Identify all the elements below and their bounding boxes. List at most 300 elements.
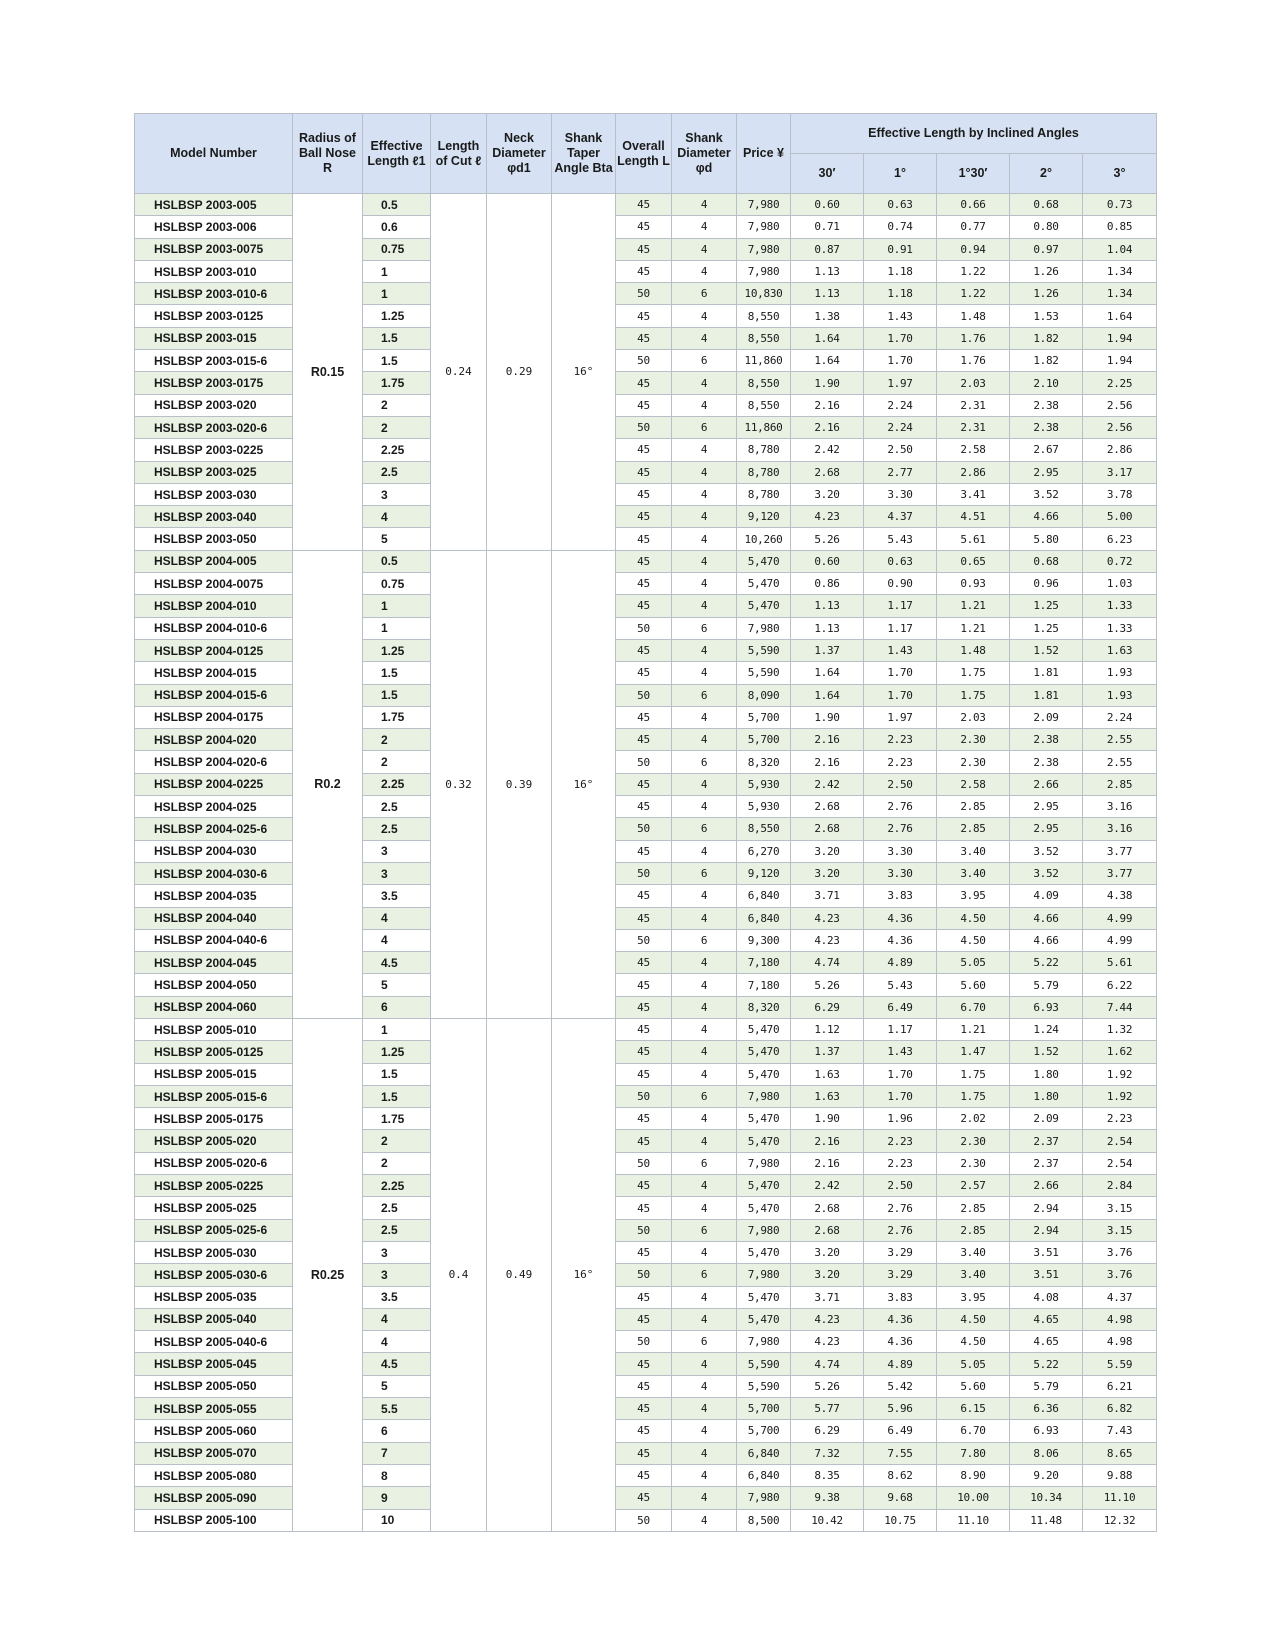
cell-model-number: HSLBSP 2004-035 xyxy=(135,885,293,907)
cell-angle-2deg: 5.22 xyxy=(1010,1353,1083,1375)
cell-effective-length: 1 xyxy=(363,595,431,617)
cell-angle-2deg: 3.52 xyxy=(1010,483,1083,505)
header-angle-3deg: 3° xyxy=(1083,154,1157,194)
cell-angle-1deg30: 1.75 xyxy=(937,1063,1010,1085)
cell-model-number: HSLBSP 2003-005 xyxy=(135,194,293,216)
cell-shank-diameter: 4 xyxy=(672,394,737,416)
table-row xyxy=(135,840,1157,862)
cell-overall-length: 50 xyxy=(616,350,672,372)
cell-overall-length: 45 xyxy=(616,1487,672,1509)
cell-price: 8,780 xyxy=(737,461,791,483)
cell-shank-diameter: 6 xyxy=(672,1219,737,1241)
cell-angle-3deg: 0.85 xyxy=(1083,216,1157,238)
cell-model-number: HSLBSP 2004-020-6 xyxy=(135,751,293,773)
cell-effective-length: 1.5 xyxy=(363,1085,431,1107)
cell-angle-2deg: 0.68 xyxy=(1010,194,1083,216)
cell-overall-length: 45 xyxy=(616,662,672,684)
cell-effective-length: 4 xyxy=(363,929,431,951)
cell-shank-diameter: 6 xyxy=(672,617,737,639)
cell-angle-1deg: 4.37 xyxy=(864,506,937,528)
cell-overall-length: 45 xyxy=(616,1108,672,1130)
table-row xyxy=(135,416,1157,438)
cell-model-number: HSLBSP 2005-040-6 xyxy=(135,1331,293,1353)
cell-length-of-cut: 0.4 xyxy=(431,1018,487,1531)
table-row xyxy=(135,461,1157,483)
cell-shank-diameter: 4 xyxy=(672,327,737,349)
cell-price: 9,120 xyxy=(737,862,791,884)
cell-angle-1deg: 2.24 xyxy=(864,394,937,416)
cell-overall-length: 45 xyxy=(616,1398,672,1420)
cell-angle-30min: 3.20 xyxy=(791,1264,864,1286)
cell-angle-3deg: 3.17 xyxy=(1083,461,1157,483)
table-row xyxy=(135,796,1157,818)
cell-angle-1deg30: 2.85 xyxy=(937,796,1010,818)
cell-angle-3deg: 1.64 xyxy=(1083,305,1157,327)
cell-angle-2deg: 2.09 xyxy=(1010,706,1083,728)
cell-angle-1deg: 1.70 xyxy=(864,350,937,372)
cell-shank-diameter: 6 xyxy=(672,929,737,951)
cell-angle-30min: 1.13 xyxy=(791,260,864,282)
cell-angle-2deg: 0.97 xyxy=(1010,238,1083,260)
header-angle-2deg: 2° xyxy=(1010,154,1083,194)
cell-model-number: HSLBSP 2005-0125 xyxy=(135,1041,293,1063)
table-row xyxy=(135,684,1157,706)
table-row xyxy=(135,283,1157,305)
cell-angle-1deg: 1.43 xyxy=(864,305,937,327)
cell-overall-length: 50 xyxy=(616,617,672,639)
cell-effective-length: 2.5 xyxy=(363,818,431,840)
header-price: Price ¥ xyxy=(737,114,791,194)
cell-price: 5,470 xyxy=(737,1108,791,1130)
cell-model-number: HSLBSP 2003-0225 xyxy=(135,439,293,461)
cell-shank-diameter: 4 xyxy=(672,662,737,684)
cell-angle-3deg: 1.03 xyxy=(1083,573,1157,595)
cell-effective-length: 2 xyxy=(363,729,431,751)
cell-angle-3deg: 4.98 xyxy=(1083,1331,1157,1353)
cell-angle-2deg: 4.65 xyxy=(1010,1331,1083,1353)
cell-angle-2deg: 5.79 xyxy=(1010,974,1083,996)
cell-effective-length: 2.5 xyxy=(363,461,431,483)
cell-angle-30min: 2.16 xyxy=(791,1152,864,1174)
cell-price: 5,470 xyxy=(737,1175,791,1197)
cell-shank-diameter: 4 xyxy=(672,194,737,216)
cell-angle-3deg: 0.73 xyxy=(1083,194,1157,216)
cell-angle-3deg: 12.32 xyxy=(1083,1509,1157,1531)
cell-angle-30min: 1.12 xyxy=(791,1018,864,1040)
cell-angle-3deg: 3.78 xyxy=(1083,483,1157,505)
cell-overall-length: 45 xyxy=(616,394,672,416)
table-row xyxy=(135,216,1157,238)
table-row xyxy=(135,907,1157,929)
cell-angle-2deg: 1.82 xyxy=(1010,350,1083,372)
table-row xyxy=(135,773,1157,795)
table-row xyxy=(135,751,1157,773)
cell-angle-3deg: 4.37 xyxy=(1083,1286,1157,1308)
cell-angle-1deg30: 1.21 xyxy=(937,617,1010,639)
cell-angle-3deg: 3.76 xyxy=(1083,1264,1157,1286)
table-row xyxy=(135,1308,1157,1330)
cell-angle-3deg: 6.23 xyxy=(1083,528,1157,550)
cell-price: 11,860 xyxy=(737,416,791,438)
cell-price: 8,320 xyxy=(737,996,791,1018)
cell-model-number: HSLBSP 2003-015 xyxy=(135,327,293,349)
cell-angle-1deg30: 2.30 xyxy=(937,1130,1010,1152)
cell-shank-diameter: 4 xyxy=(672,528,737,550)
cell-effective-length: 4 xyxy=(363,907,431,929)
cell-model-number: HSLBSP 2003-015-6 xyxy=(135,350,293,372)
cell-angle-30min: 1.64 xyxy=(791,350,864,372)
cell-model-number: HSLBSP 2004-020 xyxy=(135,729,293,751)
table-row xyxy=(135,573,1157,595)
cell-shank-diameter: 6 xyxy=(672,751,737,773)
cell-angle-2deg: 1.25 xyxy=(1010,595,1083,617)
cell-overall-length: 45 xyxy=(616,1420,672,1442)
table-row xyxy=(135,238,1157,260)
cell-angle-3deg: 2.23 xyxy=(1083,1108,1157,1130)
cell-price: 10,830 xyxy=(737,283,791,305)
cell-radius: R0.15 xyxy=(293,194,363,551)
cell-angle-30min: 5.77 xyxy=(791,1398,864,1420)
cell-angle-30min: 4.23 xyxy=(791,506,864,528)
cell-shank-diameter: 4 xyxy=(672,372,737,394)
cell-price: 7,980 xyxy=(737,1219,791,1241)
cell-effective-length: 2 xyxy=(363,416,431,438)
cell-overall-length: 50 xyxy=(616,684,672,706)
cell-price: 7,980 xyxy=(737,194,791,216)
cell-angle-1deg: 2.76 xyxy=(864,818,937,840)
cell-model-number: HSLBSP 2005-010 xyxy=(135,1018,293,1040)
cell-angle-1deg: 2.50 xyxy=(864,773,937,795)
cell-angle-30min: 4.74 xyxy=(791,1353,864,1375)
cell-angle-30min: 1.38 xyxy=(791,305,864,327)
cell-angle-3deg: 4.99 xyxy=(1083,907,1157,929)
cell-angle-1deg30: 1.75 xyxy=(937,662,1010,684)
cell-angle-1deg: 1.70 xyxy=(864,662,937,684)
cell-model-number: HSLBSP 2004-005 xyxy=(135,550,293,572)
cell-angle-1deg30: 2.85 xyxy=(937,1219,1010,1241)
table-row xyxy=(135,1509,1157,1531)
cell-angle-1deg: 2.76 xyxy=(864,796,937,818)
cell-angle-2deg: 8.06 xyxy=(1010,1442,1083,1464)
cell-angle-1deg30: 3.40 xyxy=(937,1241,1010,1263)
cell-shank-diameter: 6 xyxy=(672,1152,737,1174)
cell-angle-2deg: 4.09 xyxy=(1010,885,1083,907)
cell-angle-1deg: 0.63 xyxy=(864,194,937,216)
table-row xyxy=(135,1219,1157,1241)
cell-angle-1deg30: 6.15 xyxy=(937,1398,1010,1420)
cell-model-number: HSLBSP 2004-015-6 xyxy=(135,684,293,706)
cell-angle-1deg30: 10.00 xyxy=(937,1487,1010,1509)
cell-model-number: HSLBSP 2005-025-6 xyxy=(135,1219,293,1241)
table-row xyxy=(135,327,1157,349)
cell-angle-2deg: 1.81 xyxy=(1010,684,1083,706)
cell-angle-1deg: 3.83 xyxy=(864,1286,937,1308)
cell-angle-1deg: 4.36 xyxy=(864,1308,937,1330)
table-row xyxy=(135,1353,1157,1375)
cell-angle-2deg: 3.52 xyxy=(1010,840,1083,862)
cell-overall-length: 45 xyxy=(616,327,672,349)
table-row xyxy=(135,974,1157,996)
cell-angle-1deg: 1.70 xyxy=(864,1085,937,1107)
table-row xyxy=(135,506,1157,528)
cell-angle-3deg: 1.92 xyxy=(1083,1063,1157,1085)
cell-angle-1deg30: 1.76 xyxy=(937,350,1010,372)
cell-overall-length: 45 xyxy=(616,573,672,595)
cell-angle-30min: 0.60 xyxy=(791,194,864,216)
cell-angle-3deg: 3.77 xyxy=(1083,840,1157,862)
cell-angle-1deg30: 2.30 xyxy=(937,729,1010,751)
cell-shank-taper: 16° xyxy=(552,1018,616,1531)
cell-overall-length: 45 xyxy=(616,260,672,282)
cell-overall-length: 50 xyxy=(616,1264,672,1286)
cell-model-number: HSLBSP 2005-050 xyxy=(135,1375,293,1397)
table-row xyxy=(135,706,1157,728)
cell-shank-diameter: 4 xyxy=(672,483,737,505)
cell-overall-length: 45 xyxy=(616,840,672,862)
cell-angle-1deg30: 4.51 xyxy=(937,506,1010,528)
table-row xyxy=(135,1108,1157,1130)
cell-angle-3deg: 2.24 xyxy=(1083,706,1157,728)
cell-angle-30min: 3.20 xyxy=(791,840,864,862)
cell-angle-1deg30: 3.40 xyxy=(937,1264,1010,1286)
table-row xyxy=(135,662,1157,684)
cell-angle-1deg30: 8.90 xyxy=(937,1464,1010,1486)
cell-price: 8,780 xyxy=(737,439,791,461)
cell-angle-30min: 3.71 xyxy=(791,1286,864,1308)
cell-angle-30min: 2.16 xyxy=(791,394,864,416)
cell-overall-length: 50 xyxy=(616,1152,672,1174)
cell-angle-1deg30: 2.02 xyxy=(937,1108,1010,1130)
cell-overall-length: 45 xyxy=(616,595,672,617)
cell-shank-diameter: 4 xyxy=(672,796,737,818)
cell-price: 9,300 xyxy=(737,929,791,951)
cell-angle-1deg30: 2.58 xyxy=(937,773,1010,795)
cell-angle-30min: 0.86 xyxy=(791,573,864,595)
cell-shank-diameter: 6 xyxy=(672,350,737,372)
cell-overall-length: 45 xyxy=(616,528,672,550)
cell-price: 5,470 xyxy=(737,1063,791,1085)
cell-effective-length: 6 xyxy=(363,1420,431,1442)
cell-shank-diameter: 6 xyxy=(672,283,737,305)
cell-model-number: HSLBSP 2004-060 xyxy=(135,996,293,1018)
cell-angle-3deg: 2.84 xyxy=(1083,1175,1157,1197)
cell-model-number: HSLBSP 2005-020 xyxy=(135,1130,293,1152)
cell-angle-1deg30: 2.31 xyxy=(937,394,1010,416)
cell-angle-2deg: 1.24 xyxy=(1010,1018,1083,1040)
cell-angle-1deg: 8.62 xyxy=(864,1464,937,1486)
table-row xyxy=(135,862,1157,884)
table-row xyxy=(135,1464,1157,1486)
cell-angle-3deg: 2.55 xyxy=(1083,729,1157,751)
cell-effective-length: 8 xyxy=(363,1464,431,1486)
cell-length-of-cut: 0.32 xyxy=(431,550,487,1018)
cell-price: 5,470 xyxy=(737,1018,791,1040)
cell-model-number: HSLBSP 2005-015 xyxy=(135,1063,293,1085)
cell-angle-3deg: 2.55 xyxy=(1083,751,1157,773)
cell-angle-30min: 1.64 xyxy=(791,684,864,706)
cell-overall-length: 45 xyxy=(616,773,672,795)
cell-angle-3deg: 1.04 xyxy=(1083,238,1157,260)
cell-overall-length: 45 xyxy=(616,305,672,327)
cell-overall-length: 50 xyxy=(616,1331,672,1353)
cell-effective-length: 1.25 xyxy=(363,639,431,661)
cell-angle-2deg: 4.66 xyxy=(1010,907,1083,929)
cell-angle-3deg: 8.65 xyxy=(1083,1442,1157,1464)
cell-angle-3deg: 4.38 xyxy=(1083,885,1157,907)
cell-angle-2deg: 1.52 xyxy=(1010,639,1083,661)
cell-overall-length: 45 xyxy=(616,1353,672,1375)
cell-angle-3deg: 1.33 xyxy=(1083,617,1157,639)
cell-angle-30min: 4.23 xyxy=(791,1331,864,1353)
cell-price: 5,930 xyxy=(737,796,791,818)
cell-angle-1deg: 1.17 xyxy=(864,617,937,639)
cell-effective-length: 5 xyxy=(363,528,431,550)
cell-overall-length: 45 xyxy=(616,706,672,728)
cell-angle-30min: 7.32 xyxy=(791,1442,864,1464)
cell-overall-length: 50 xyxy=(616,416,672,438)
cell-price: 9,120 xyxy=(737,506,791,528)
table-row xyxy=(135,1130,1157,1152)
cell-angle-1deg: 5.43 xyxy=(864,528,937,550)
cell-model-number: HSLBSP 2005-070 xyxy=(135,1442,293,1464)
cell-model-number: HSLBSP 2004-0075 xyxy=(135,573,293,595)
cell-angle-2deg: 6.36 xyxy=(1010,1398,1083,1420)
cell-angle-30min: 1.63 xyxy=(791,1063,864,1085)
cell-model-number: HSLBSP 2004-010 xyxy=(135,595,293,617)
cell-overall-length: 45 xyxy=(616,238,672,260)
cell-effective-length: 2 xyxy=(363,751,431,773)
cell-angle-3deg: 1.94 xyxy=(1083,327,1157,349)
cell-price: 8,550 xyxy=(737,327,791,349)
cell-angle-30min: 3.20 xyxy=(791,1241,864,1263)
cell-overall-length: 50 xyxy=(616,1219,672,1241)
cell-angle-2deg: 3.51 xyxy=(1010,1264,1083,1286)
cell-angle-2deg: 2.95 xyxy=(1010,818,1083,840)
table-row xyxy=(135,439,1157,461)
table-row xyxy=(135,729,1157,751)
cell-angle-1deg30: 3.40 xyxy=(937,862,1010,884)
cell-effective-length: 2 xyxy=(363,394,431,416)
header-radius: Radius of Ball Nose R xyxy=(293,114,363,194)
cell-angle-30min: 5.26 xyxy=(791,528,864,550)
cell-angle-1deg30: 0.94 xyxy=(937,238,1010,260)
cell-angle-1deg30: 0.65 xyxy=(937,550,1010,572)
cell-angle-1deg: 3.30 xyxy=(864,840,937,862)
cell-overall-length: 45 xyxy=(616,1375,672,1397)
cell-price: 8,090 xyxy=(737,684,791,706)
table-row xyxy=(135,1264,1157,1286)
cell-angle-1deg30: 1.48 xyxy=(937,639,1010,661)
cell-angle-1deg30: 2.57 xyxy=(937,1175,1010,1197)
cell-angle-3deg: 1.92 xyxy=(1083,1085,1157,1107)
cell-model-number: HSLBSP 2003-020 xyxy=(135,394,293,416)
table-row xyxy=(135,1487,1157,1509)
cell-angle-1deg30: 4.50 xyxy=(937,929,1010,951)
cell-angle-2deg: 2.95 xyxy=(1010,796,1083,818)
table-row xyxy=(135,639,1157,661)
spec-table xyxy=(134,113,1157,1532)
cell-shank-diameter: 4 xyxy=(672,595,737,617)
cell-angle-2deg: 2.38 xyxy=(1010,416,1083,438)
cell-effective-length: 5 xyxy=(363,1375,431,1397)
cell-angle-3deg: 1.32 xyxy=(1083,1018,1157,1040)
cell-shank-diameter: 4 xyxy=(672,1464,737,1486)
cell-angle-1deg: 0.90 xyxy=(864,573,937,595)
cell-shank-diameter: 4 xyxy=(672,1130,737,1152)
cell-angle-2deg: 2.66 xyxy=(1010,773,1083,795)
cell-model-number: HSLBSP 2005-030 xyxy=(135,1241,293,1263)
cell-model-number: HSLBSP 2005-025 xyxy=(135,1197,293,1219)
cell-price: 5,470 xyxy=(737,1286,791,1308)
cell-angle-2deg: 1.53 xyxy=(1010,305,1083,327)
header-angle-1deg: 1° xyxy=(864,154,937,194)
cell-effective-length: 6 xyxy=(363,996,431,1018)
cell-angle-1deg: 7.55 xyxy=(864,1442,937,1464)
header-angle-1deg30: 1°30′ xyxy=(937,154,1010,194)
cell-angle-1deg: 2.23 xyxy=(864,729,937,751)
cell-effective-length: 0.6 xyxy=(363,216,431,238)
cell-angle-30min: 1.64 xyxy=(791,327,864,349)
cell-angle-3deg: 1.33 xyxy=(1083,595,1157,617)
cell-angle-1deg: 4.89 xyxy=(864,952,937,974)
cell-overall-length: 45 xyxy=(616,550,672,572)
cell-shank-diameter: 6 xyxy=(672,818,737,840)
cell-model-number: HSLBSP 2003-0075 xyxy=(135,238,293,260)
cell-angle-1deg: 1.96 xyxy=(864,1108,937,1130)
cell-angle-1deg30: 1.47 xyxy=(937,1041,1010,1063)
cell-angle-1deg: 2.23 xyxy=(864,1152,937,1174)
cell-shank-diameter: 4 xyxy=(672,840,737,862)
cell-angle-1deg30: 1.75 xyxy=(937,1085,1010,1107)
header-shank-taper: Shank Taper Angle Bta xyxy=(552,114,616,194)
cell-shank-diameter: 4 xyxy=(672,706,737,728)
cell-angle-1deg30: 0.77 xyxy=(937,216,1010,238)
cell-angle-1deg: 1.18 xyxy=(864,283,937,305)
cell-shank-diameter: 4 xyxy=(672,773,737,795)
cell-shank-diameter: 4 xyxy=(672,305,737,327)
cell-price: 7,980 xyxy=(737,1264,791,1286)
table-row xyxy=(135,1420,1157,1442)
cell-angle-2deg: 2.38 xyxy=(1010,394,1083,416)
cell-shank-diameter: 4 xyxy=(672,1509,737,1531)
cell-model-number: HSLBSP 2005-0175 xyxy=(135,1108,293,1130)
cell-model-number: HSLBSP 2005-040 xyxy=(135,1308,293,1330)
cell-price: 8,550 xyxy=(737,305,791,327)
cell-shank-diameter: 4 xyxy=(672,1398,737,1420)
cell-model-number: HSLBSP 2003-020-6 xyxy=(135,416,293,438)
cell-angle-3deg: 2.56 xyxy=(1083,394,1157,416)
header-angle-30min: 30′ xyxy=(791,154,864,194)
cell-angle-3deg: 3.77 xyxy=(1083,862,1157,884)
cell-shank-diameter: 4 xyxy=(672,1041,737,1063)
cell-angle-1deg30: 2.85 xyxy=(937,1197,1010,1219)
cell-overall-length: 45 xyxy=(616,996,672,1018)
cell-price: 8,550 xyxy=(737,394,791,416)
table-row xyxy=(135,929,1157,951)
cell-overall-length: 45 xyxy=(616,194,672,216)
cell-angle-1deg: 1.70 xyxy=(864,327,937,349)
cell-model-number: HSLBSP 2003-006 xyxy=(135,216,293,238)
cell-angle-1deg30: 11.10 xyxy=(937,1509,1010,1531)
cell-angle-1deg30: 5.60 xyxy=(937,974,1010,996)
cell-price: 5,470 xyxy=(737,1308,791,1330)
cell-angle-30min: 4.74 xyxy=(791,952,864,974)
cell-angle-1deg30: 1.21 xyxy=(937,595,1010,617)
cell-effective-length: 1.75 xyxy=(363,1108,431,1130)
cell-angle-1deg: 5.42 xyxy=(864,1375,937,1397)
cell-overall-length: 45 xyxy=(616,216,672,238)
cell-angle-1deg30: 5.60 xyxy=(937,1375,1010,1397)
